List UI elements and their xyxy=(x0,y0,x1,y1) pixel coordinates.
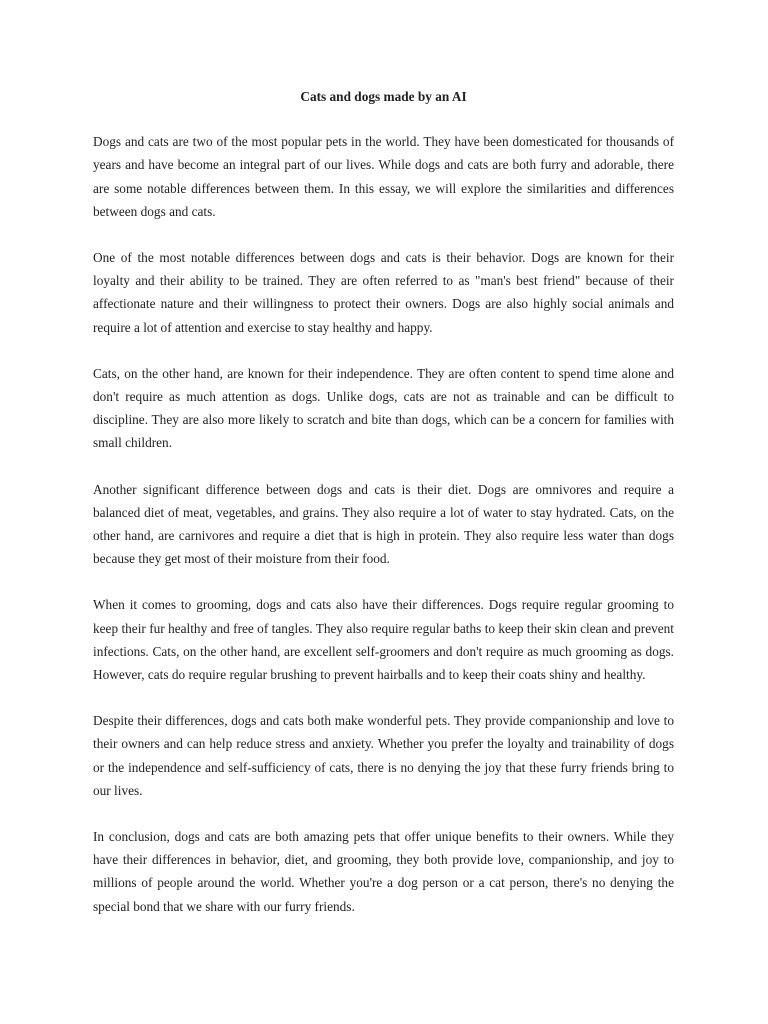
paragraph-diet: Another significant difference between dogs and cats is their diet. Dogs are omnivores and require a balanced diet of meat, vegetables, and grains. They also require a lot of water to stay hydrated. Cats, on the other hand, are carnivores and require a diet that is high in protein. They also require less water than dogs because they get most of their moisture from their food. xyxy=(93,481,674,567)
paragraph-conclusion: In conclusion, dogs and cats are both amazing pets that offer unique benefits to their owners. While they have their differences in behavior, diet, and grooming, they both provide love, companionship, and joy to millions of people around the world. Whether you're a dog person or a cat person, there's no denying the special bond that we share with our furry friends. xyxy=(93,829,674,914)
paragraph-wonderful-pets: Despite their differences, dogs and cats both make wonderful pets. They provide companionship and love to their owners and can help reduce stress and anxiety. Whether you prefer the loyalty and trainability of dogs or the independence and self-sufficiency of cats, there is no denying the joy that these furry friends bring to our lives. xyxy=(93,713,674,798)
paragraph-cat-behavior: Cats, on the other hand, are known for their independence. They are often content to spend time alone and don't require as much attention as dogs. Unlike dogs, cats are not as trainable and can be difficult to discipline. They are also more likely to scratch and bite than dogs, which can be a concern for families with small children. xyxy=(93,365,674,451)
paragraph-introduction: Dogs and cats are two of the most popular pets in the world. They have been domesticated for thousands of years and have become an integral part of our lives. While dogs and cats are both furry and adorable, there are some notable differences between them. In this essay, we will explore the similarities and differences between dogs and cats. xyxy=(93,134,674,219)
document-body xyxy=(93,85,674,941)
document-title: Cats and dogs made by an AI xyxy=(300,89,467,104)
paragraph-dog-behavior: One of the most notable differences between dogs and cats is their behavior. Dogs are known for their loyalty and their ability to be trained. They are often referred to as "man's best friend" because of their affectionate nature and their willingness to protect their owners. Dogs are also highly social animals and require a lot of attention and exercise to stay healthy and happy. xyxy=(93,250,674,335)
paragraph-grooming: When it comes to grooming, dogs and cats also have their differences. Dogs require regular grooming to keep their fur healthy and free of tangles. They also require regular baths to keep their skin clean and prevent infections. Cats, on the other hand, are excellent self-groomers and don't require as much grooming as dogs. However, cats do require regular brushing to prevent hairballs and to keep their coats shiny and healthy. xyxy=(93,597,674,683)
